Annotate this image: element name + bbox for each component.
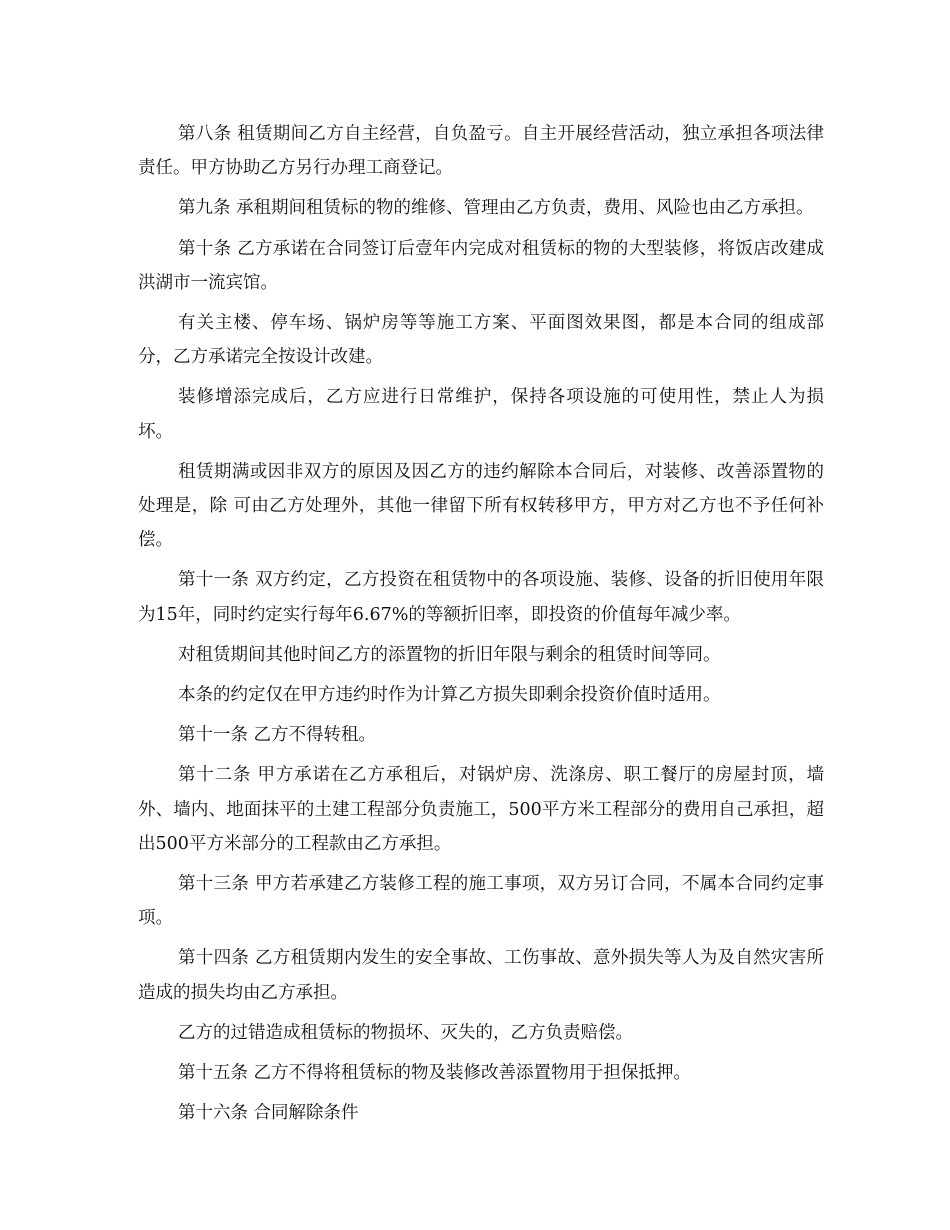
paragraph-maintenance: 装修增添完成后，乙方应进行日常维护，保持各项设施的可使用性，禁止人为损坏。	[138, 387, 824, 442]
paragraph-lease-expiry: 租赁期满或因非双方的原因及因乙方的违约解除本合同后，对装修、改善添置物的处理是，除 可由乙方处理外，其他一律留下所有权转移甲方，甲方对乙方也不予任何补偿。	[138, 461, 824, 551]
paragraph-article-16: 第十六条 合同解除条件	[178, 1103, 359, 1124]
paragraph-damage-liability: 乙方的过错造成租赁标的物损坏、灭失的，乙方负责赔偿。	[178, 1022, 633, 1043]
paragraph-construction-plans: 有关主楼、停车场、锅炉房等等施工方案、平面图效果图，都是本合同的组成部分，乙方承诺完全按设计改建。	[138, 313, 824, 368]
paragraph-depreciation-term: 对租赁期间其他时间乙方的添置物的折旧年限与剩余的租赁时间等同。	[178, 644, 721, 665]
paragraph-applicability: 本条的约定仅在甲方违约时作为计算乙方损失即剩余投资价值时适用。	[178, 685, 721, 706]
paragraph-article-15: 第十五条 乙方不得将租赁标的物及装修改善添置物用于担保抵押。	[178, 1063, 692, 1084]
paragraph-article-12: 第十二条 甲方承诺在乙方承租后，对锅炉房、洗涤房、职工餐厅的房屋封顶，墙外、墙内、地面抹平的土建工程部分负责施工，500平方米工程部分的费用自己承担，超出500平方米部分的工程款由乙方承担。	[138, 765, 824, 854]
paragraph-article-8: 第八条 租赁期间乙方自主经营，自负盈亏。自主开展经营活动，独立承担各项法律责任。甲方协助乙方另行办理工商登记。	[138, 124, 824, 179]
paragraph-article-10: 第十条 乙方承诺在合同签订后壹年内完成对租赁标的物的大型装修，将饭店改建成洪湖市一流宾馆。	[138, 238, 824, 293]
paragraph-article-13: 第十三条 甲方若承建乙方装修工程的施工事项，双方另订合同，不属本合同约定事项。	[138, 874, 824, 929]
document-body	[138, 117, 824, 1136]
paragraph-article-11-sublease: 第十一条 乙方不得转租。	[178, 725, 377, 746]
paragraph-article-14: 第十四条 乙方租赁期内发生的安全事故、工伤事故、意外损失等人为及自然灾害所造成的损失均由乙方承担。	[138, 948, 824, 1003]
paragraph-article-9: 第九条 承租期间租赁标的物的维修、管理由乙方负责，费用、风险也由乙方承担。	[178, 198, 814, 219]
paragraph-article-11-depreciation: 第十一条 双方约定，乙方投资在租赁物中的各项设施、装修、设备的折旧使用年限为15年，同时约定实行每年6.67%的等额折旧率，即投资的价值每年减少率。	[138, 570, 824, 625]
